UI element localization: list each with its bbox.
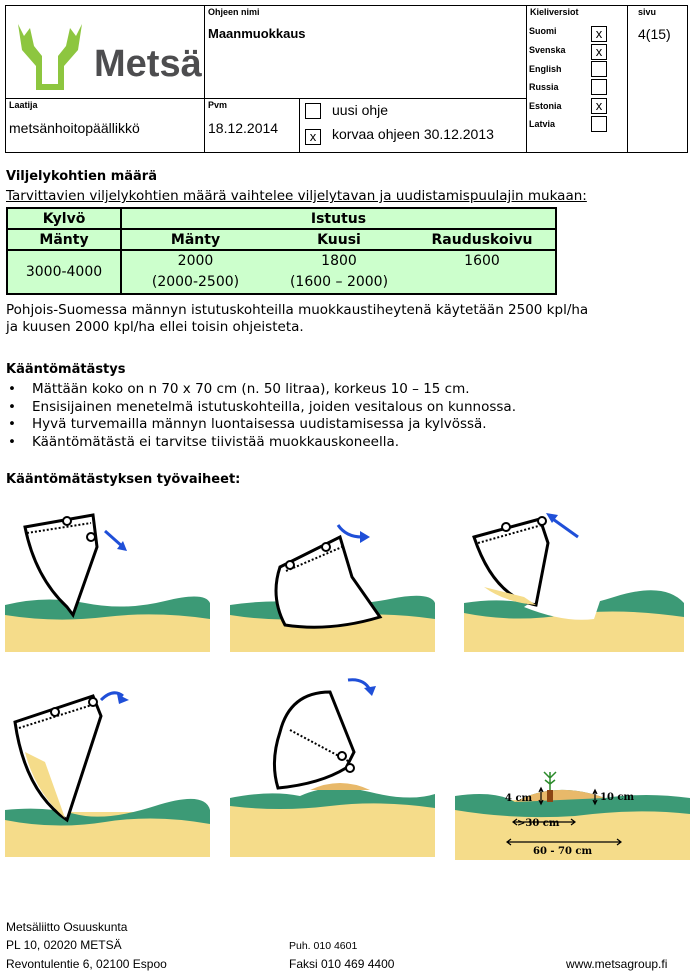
lang-english-checkbox[interactable] (591, 61, 607, 77)
lang-latvia-checkbox[interactable] (591, 116, 607, 132)
document-header (5, 5, 688, 153)
value-kuusi-cell (269, 250, 409, 294)
value-kylvo: 3000-4000 (7, 250, 121, 294)
page-label: sivu (638, 7, 657, 17)
dim-4cm: 4 cm (505, 793, 533, 804)
replaces-checkbox[interactable]: x (305, 129, 321, 145)
date-value: 18.12.2014 (208, 120, 279, 136)
sub-header-rauduskoivu: Rauduskoivu (409, 229, 556, 250)
lang-latvia: Latvia (529, 119, 556, 129)
lang-estonia-checkbox[interactable]: x (591, 98, 607, 114)
version-cell (299, 98, 527, 153)
value-manty-cell (121, 250, 269, 294)
planting-note-line-2: ja kuusen 2000 kpl/ha ellei toisin ohjeisteta. (6, 319, 304, 335)
bullet-item: • Ensisijainen menetelmä istutuskohteilla, joiden vesitalous on kunnossa. (6, 399, 516, 417)
brand-text: Metsä (94, 43, 202, 85)
section-title-work-phases: Kääntömätästyksen työvaiheet: (6, 472, 241, 487)
lang-english: English (529, 64, 562, 74)
bullet-item: • Hyvä turvemailla männyn luontaisessa uudistamisessa ja kylvössä. (6, 416, 516, 434)
metsa-logo (6, 6, 204, 98)
planting-count-intro: Tarvittavien viljelykohtien määrä vaihtelee viljelytavan ja uudistamispuulajin mukaan: (6, 188, 587, 204)
step-4-illustration (5, 682, 210, 857)
lang-svenska: Svenska (529, 45, 566, 55)
mounding-bullets (6, 381, 516, 451)
step-3-illustration (464, 507, 684, 652)
footer-po-box: PL 10, 02020 METSÄ (6, 938, 122, 952)
sub-header-kuusi: Kuusi (269, 229, 409, 250)
footer-company: Metsäliitto Osuuskunta (6, 920, 128, 934)
lang-estonia: Estonia (529, 101, 562, 111)
step-6-illustration (455, 760, 690, 860)
value-kuusi-range: (1600 – 2000) (289, 274, 389, 290)
dim-60-70cm: 60 - 70 cm (533, 846, 593, 857)
languages-label: Kieliversiot (530, 7, 579, 17)
planting-note-line-1: Pohjois-Suomessa männyn istutuskohteilla muokkaustiheytenä käytetään 2500 kpl/ha (6, 302, 589, 318)
dim-30cm: >30 cm (517, 818, 560, 829)
new-guide-checkbox[interactable] (305, 103, 321, 119)
author-value: metsänhoitopäällikkö (9, 120, 140, 136)
lang-russia-checkbox[interactable] (591, 79, 607, 95)
footer-street: Revontulentie 6, 02100 Espoo (6, 957, 167, 971)
guide-name-cell (204, 5, 527, 99)
lang-suomi-checkbox[interactable]: x (591, 26, 607, 42)
bullet-item: • Kääntömätästä ei tarvitse tiivistää muokkauskoneella. (6, 434, 516, 452)
date-label: Pvm (208, 100, 228, 110)
value-koivu: 1600 (409, 250, 556, 294)
author-label: Laatija (9, 100, 38, 110)
value-kuusi: 1800 (321, 253, 357, 269)
lang-russia: Russia (529, 82, 559, 92)
bullet-item: • Mättään koko on n 70 x 70 cm (n. 50 litraa), korkeus 10 – 15 cm. (6, 381, 516, 399)
value-manty-range: (2000-2500) (151, 274, 240, 290)
sub-header-manty-plant: Mänty (121, 229, 269, 250)
col-header-kylvo: Kylvö (7, 208, 121, 229)
date-cell (204, 98, 300, 153)
guide-name: Maanmuokkaus (208, 26, 306, 41)
replaces-label: korvaa ohjeen 30.12.2013 (332, 126, 494, 142)
col-header-istutus: Istutus (121, 208, 556, 229)
footer-fax: Faksi 010 469 4400 (289, 957, 395, 971)
footer-phone: Puh. 010 4601 (289, 940, 358, 952)
page-cell (627, 5, 688, 153)
final-mound-drawing (455, 760, 690, 860)
page-number: 4(15) (638, 26, 671, 42)
value-manty: 2000 (177, 253, 214, 269)
lang-svenska-checkbox[interactable]: x (591, 44, 607, 60)
step-2-illustration (230, 507, 435, 652)
logo-cell (5, 5, 205, 99)
footer-web-link[interactable]: www.metsagroup.fi (566, 957, 668, 971)
dim-10cm: 10 cm (600, 792, 635, 803)
section-title-mounding: Kääntömätästys (6, 362, 126, 377)
step-5-illustration (230, 672, 435, 857)
lang-suomi: Suomi (529, 26, 557, 36)
new-guide-label: uusi ohje (332, 102, 389, 118)
section-title-planting-count: Viljelykohtien määrä (6, 169, 157, 184)
step-1-illustration (5, 507, 210, 652)
planting-table (6, 207, 557, 295)
sub-header-manty-seed: Mänty (7, 229, 121, 250)
guide-label: Ohjeen nimi (208, 7, 260, 17)
author-cell (5, 98, 205, 153)
